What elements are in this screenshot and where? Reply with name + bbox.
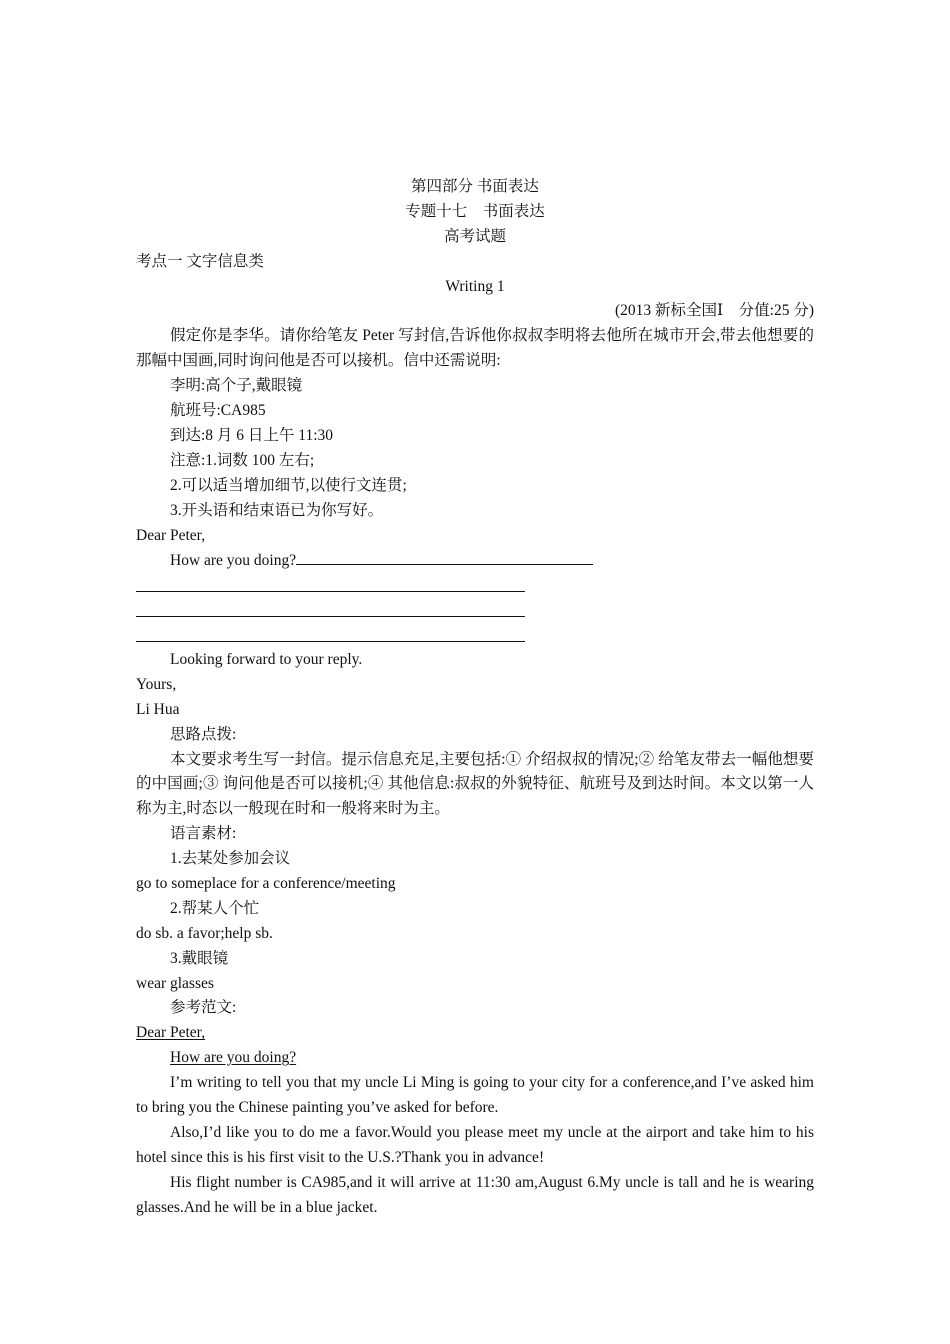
letter-closing: Looking forward to your reply.: [170, 650, 363, 668]
sample-paragraph: His flight number is CA985,and it will arrive at 11:30 am,August 6.My uncle is tall and he is wearing glasses.And he will be in a blue jacket.: [136, 1173, 814, 1216]
sample-opening: [136, 1046, 814, 1071]
topic-title: 专题十七 书面表达: [405, 202, 545, 220]
section-title: 高考试题: [443, 227, 506, 245]
point-heading: 考点一 文字信息类: [136, 252, 264, 270]
part-title: 第四部分 书面表达: [411, 178, 539, 195]
analysis-text: 本文要求考生写一封信。提示信息充足,主要包括:① 介绍叔叔的情况;② 给笔友带去一幅他想要的中国画;③ 询问他是否可以接机;④ 其他信息:叔叔的外貌特征、航班号及到达时间。本文以第一人称为主,时态以一般现在时和一般将来时为主。: [136, 750, 814, 818]
material-en: go to someplace for a conference/meeting: [136, 875, 396, 893]
letter-salutation: Dear Peter,: [136, 526, 206, 544]
letter-signoff: Yours,: [136, 675, 177, 693]
source-note: (2013 新标全国Ⅰ 分值:25 分): [614, 302, 814, 320]
document-page: [136, 175, 814, 1221]
material-en: wear glasses: [136, 974, 214, 992]
letter-opening: How are you doing?: [170, 552, 297, 570]
answer-blank-line: [136, 598, 814, 623]
sample-paragraph: I’m writing to tell you that my uncle Li Ming is going to your city for a conference,and I’ve asked him to bring you the Chinese painting you’ve asked for before.: [136, 1074, 814, 1117]
sample-salutation: [136, 1021, 814, 1046]
sample-opening-text: How are you doing?: [170, 1049, 297, 1067]
prompt-item: 3.开头语和结束语已为你写好。: [170, 501, 384, 519]
prompt-item: 2.可以适当增加细节,以使行文连贯;: [170, 476, 407, 494]
material-en: do sb. a favor;help sb.: [136, 924, 273, 942]
letter-name: Li Hua: [136, 700, 180, 718]
sample-label: 参考范文:: [170, 999, 237, 1017]
answer-blank-line: [136, 573, 814, 598]
prompt-item: 到达:8 月 6 日上午 11:30: [170, 426, 334, 444]
material-cn: 3.戴眼镜: [170, 949, 229, 967]
sample-paragraph: Also,I’d like you to do me a favor.Would you please meet my uncle at the airport and take him to his hotel since this is his first visit to the U.S.?Thank you in advance!: [136, 1123, 814, 1166]
writing-title: Writing 1: [445, 277, 505, 295]
material-cn: 1.去某处参加会议: [170, 850, 291, 868]
prompt-item: 李明:高个子,戴眼镜: [170, 377, 303, 395]
prompt-item: 注意:1.词数 100 左右;: [170, 451, 315, 469]
prompt-item: 航班号:CA985: [170, 402, 266, 420]
sample-salutation-text: Dear Peter,: [136, 1024, 206, 1042]
prompt-intro: 假定你是李华。请你给笔友 Peter 写封信,告诉他你叔叔李明将去他所在城市开会,带去他想要的那幅中国画,同时询问他是否可以接机。信中还需说明:: [136, 327, 814, 370]
letter-opening-line: [136, 548, 814, 573]
analysis-label: 思路点拨:: [170, 725, 237, 743]
answer-blank-line: [136, 623, 814, 648]
materials-label: 语言素材:: [170, 825, 237, 843]
answer-blank: [296, 548, 593, 565]
material-cn: 2.帮某人个忙: [170, 899, 260, 917]
